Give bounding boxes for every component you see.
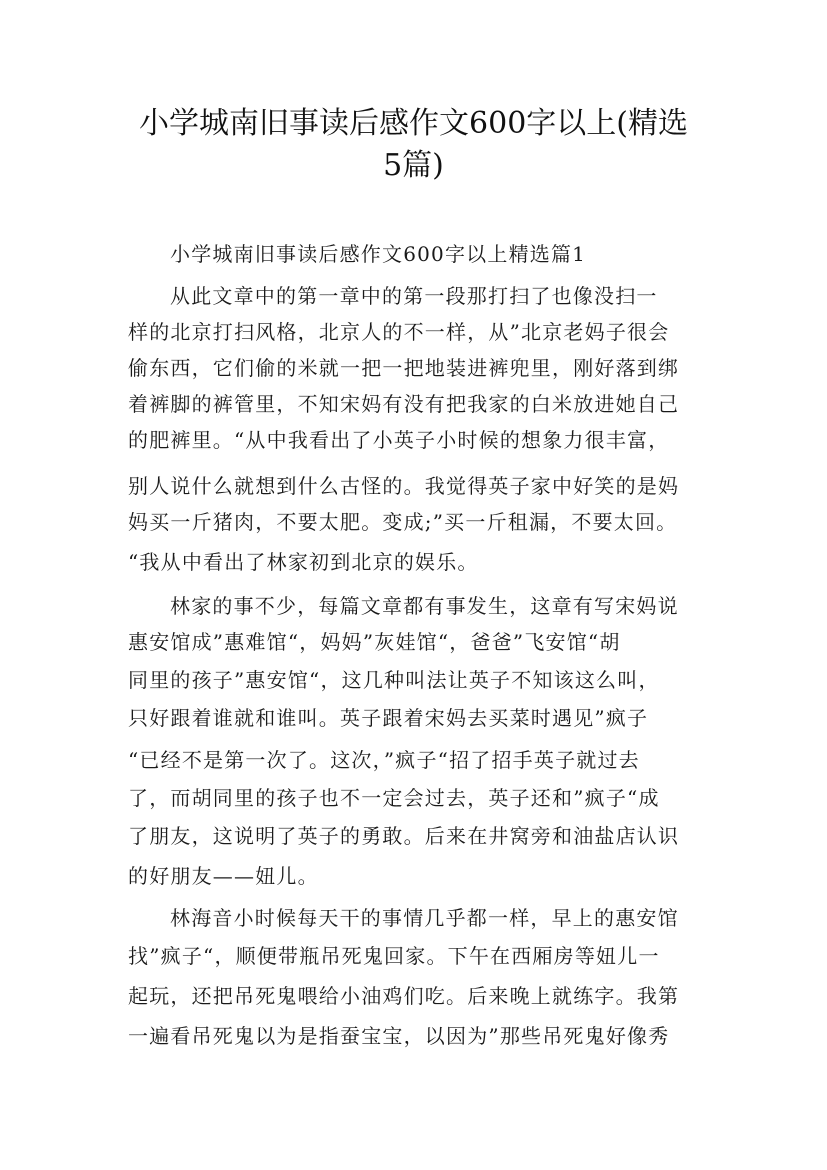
paragraph-2-line: 惠安馆成”惠难馆“，妈妈”灰娃馆“，爸爸”飞安馆“胡	[128, 630, 621, 654]
paragraph-3-line: 起玩，还把吊死鬼喂给小油鸡们吃。后来晚上就练字。我第	[128, 984, 680, 1008]
paragraph-1-line: 样的北京打扫风格，北京人的不一样，从”北京老妈子很会	[128, 320, 670, 344]
paragraph-3-line: 找”疯子“，顺便带瓶吊死鬼回家。下午在西厢房等妞儿一	[128, 944, 660, 968]
paragraph-1-line: 妈买一斤猪肉，不要太肥。变成;”买一斤租漏，不要太回。	[128, 510, 678, 534]
paragraph-3-line: 林海音小时候每天干的事情几乎都一样，早上的惠安馆	[170, 906, 679, 930]
document-title-line-1: 小学城南旧事读后感作文600字以上(精选	[139, 106, 688, 141]
paragraph-1-line: 偷东西，它们偷的米就一把一把地装进裤兜里，刚好落到绑	[128, 356, 680, 380]
paragraph-3-line: 一遍看吊死鬼以为是指蚕宝宝，以因为”那些吊死鬼好像秀	[128, 1024, 670, 1048]
document-title-line-2: 5篇)	[383, 148, 444, 183]
section-heading: 小学城南旧事读后感作文600字以上精选篇1	[170, 242, 587, 266]
paragraph-1-line: 从此文章中的第一章中的第一段那打扫了也像没扫一	[170, 284, 658, 308]
paragraph-2-line: 林家的事不少，每篇文章都有事发生，这章有写宋妈说	[170, 594, 679, 618]
paragraph-2-line: “已经不是第一次了。这次，”疯子“招了招手英子就过去	[128, 748, 640, 772]
paragraph-2-line: 了朋友，这说明了英子的勇敢。后来在井窝旁和油盐店认识	[128, 824, 680, 848]
paragraph-2-line: 只好跟着谁就和谁叫。英子跟着宋妈去买菜时遇见”疯子	[128, 706, 649, 730]
paragraph-2-line: 了，而胡同里的孩子也不一定会过去，英子还和”疯子“成	[128, 786, 660, 810]
paragraph-1-line: 着裤脚的裤管里，不知宋妈有没有把我家的白米放进她自己	[128, 392, 680, 416]
paragraph-1-line: 别人说什么就想到什么古怪的。我觉得英子家中好笑的是妈	[128, 474, 680, 498]
paragraph-2-line: 同里的孩子”惠安馆“，这几种叫法让英子不知该这么叫，	[128, 668, 660, 692]
paragraph-1-line: 的肥裤里。“从中我看出了小英子小时候的想象力很丰富，	[128, 428, 670, 452]
paragraph-1-line: “我从中看出了林家初到北京的娱乐。	[128, 550, 479, 574]
paragraph-2-line: 的好朋友——妞儿。	[128, 864, 319, 888]
